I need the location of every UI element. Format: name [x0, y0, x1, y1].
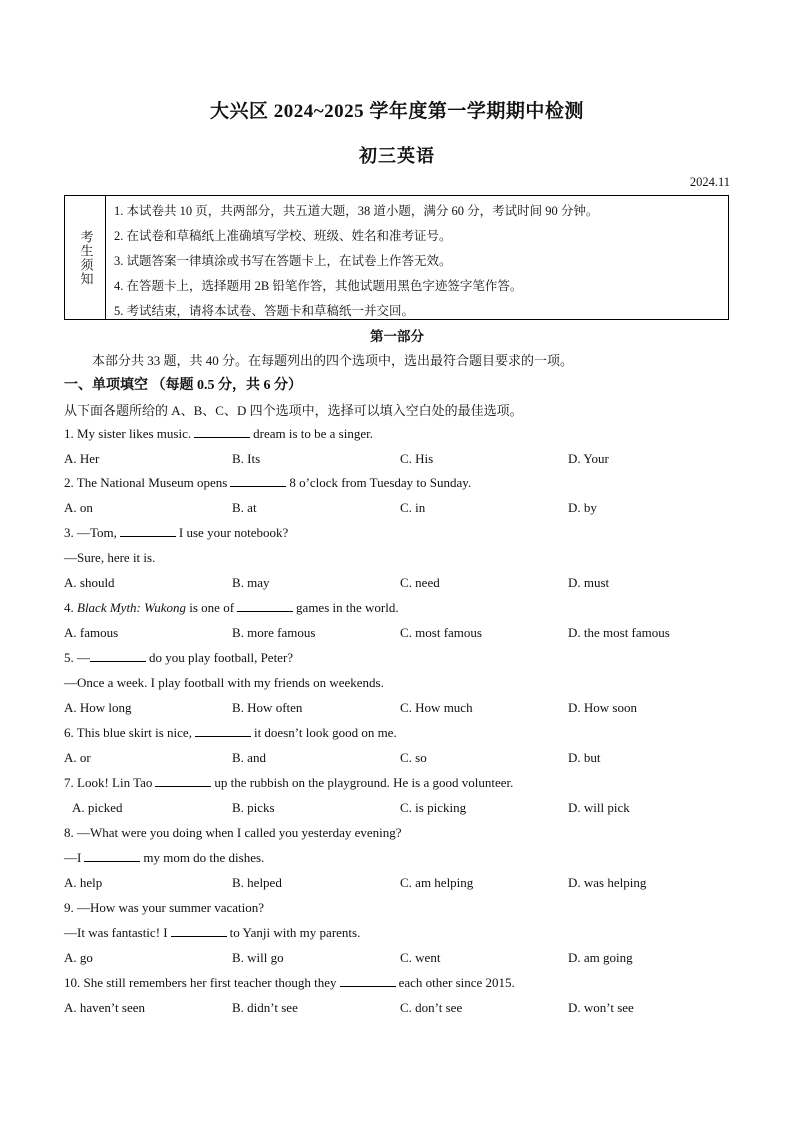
notice-label: 考生须知 [77, 229, 93, 286]
option-c: C. am helping [400, 875, 474, 890]
notice-items [106, 196, 728, 319]
option-c: C. went [400, 950, 441, 965]
option-d: D. by [568, 500, 597, 515]
answer-blank [84, 850, 140, 862]
question-10 [64, 975, 515, 991]
option-a: A. or [64, 750, 91, 765]
question-9-reply [64, 925, 360, 941]
question-3-options [64, 575, 744, 593]
option-d: D. was helping [568, 875, 647, 890]
question-text: 1. My sister likes music. [64, 426, 192, 441]
option-d: D. will pick [568, 800, 630, 815]
option-b: B. will go [232, 950, 284, 965]
question-text: 2. The National Museum opens [64, 475, 228, 490]
option-a: A. How long [64, 700, 132, 715]
question-text: up the rubbish on the playground. He is a good volunteer. [214, 775, 514, 790]
option-b: B. Its [232, 451, 261, 466]
section-instruction: 从下面各题所给的 A、B、C、D 四个选项中，选择可以填入空白处的最佳选项。 [64, 403, 523, 418]
question-text: I use your notebook? [178, 525, 289, 540]
question-number: 4. [64, 600, 74, 615]
question-text: 8 o’clock from Tuesday to Sunday. [289, 475, 472, 490]
question-5 [64, 650, 293, 666]
option-b: B. may [232, 575, 270, 590]
exam-subject: 初三英语 [359, 146, 435, 166]
question-text: 10. She still remembers her first teacher though they [64, 975, 337, 990]
question-text: 6. This blue skirt is nice, [64, 725, 192, 740]
option-b: B. and [232, 750, 266, 765]
game-title: Black Myth: Wukong [77, 600, 187, 615]
answer-blank [237, 600, 293, 612]
question-8: 8. —What were you doing when I called you yesterday evening? [64, 825, 402, 840]
question-10-options [64, 1000, 744, 1018]
notice-item: 3. 试题答案一律填涂或书写在答题卡上，在试卷上作答无效。 [114, 254, 452, 268]
question-text: dream is to be a singer. [253, 426, 373, 441]
option-d: D. am going [568, 950, 633, 965]
question-7 [64, 775, 513, 791]
option-c: C. need [400, 575, 440, 590]
question-9: 9. —How was your summer vacation? [64, 900, 265, 915]
notice-item: 5. 考试结束，请将本试卷、答题卡和草稿纸一并交回。 [114, 304, 415, 318]
exam-notice-box [64, 195, 729, 320]
section-title: 一、单项填空 （每题 0.5 分，共 6 分） [64, 378, 302, 393]
answer-blank [171, 925, 227, 937]
answer-blank [195, 725, 251, 737]
option-c: C. don’t see [400, 1000, 463, 1015]
question-3-reply: —Sure, here it is. [64, 550, 156, 565]
answer-blank [120, 525, 176, 537]
option-a: A. on [64, 500, 93, 515]
question-6-options [64, 750, 744, 768]
option-c: C. How much [400, 700, 473, 715]
question-2 [64, 475, 471, 491]
question-text: 3. —Tom, [64, 525, 117, 540]
answer-blank [194, 426, 250, 438]
option-b: B. didn’t see [232, 1000, 298, 1015]
option-b: B. helped [232, 875, 282, 890]
option-d: D. How soon [568, 700, 637, 715]
notice-item: 1. 本试卷共 10 页，共两部分，共五道大题，38 道小题，满分 60 分，考试时间 90 分钟。 [114, 204, 599, 218]
notice-label-cell [65, 196, 106, 319]
option-b: B. How often [232, 700, 303, 715]
notice-item: 4. 在答题卡上，选择题用 2B 铅笔作答，其他试题用黑色字迹签字笔作答。 [114, 279, 523, 293]
option-c: C. in [400, 500, 426, 515]
question-2-options [64, 500, 744, 518]
option-d: D. the most famous [568, 625, 670, 640]
part-title: 第一部分 [370, 329, 424, 344]
option-d: D. but [568, 750, 601, 765]
question-text: —It was fantastic! I [64, 925, 168, 940]
option-b: B. at [232, 500, 257, 515]
option-a: A. famous [64, 625, 119, 640]
question-text: 7. Look! Lin Tao [64, 775, 153, 790]
question-4 [64, 600, 399, 616]
question-text: my mom do the dishes. [143, 850, 265, 865]
option-b: B. more famous [232, 625, 316, 640]
question-text: do you play football, Peter? [149, 650, 294, 665]
notice-item: 2. 在试卷和草稿纸上准确填写学校、班级、姓名和准考证号。 [114, 229, 452, 243]
option-a: A. go [64, 950, 93, 965]
question-3 [64, 525, 288, 541]
question-text: it doesn’t look good on me. [253, 725, 397, 740]
question-6 [64, 725, 397, 741]
question-8-reply [64, 850, 264, 866]
answer-blank [90, 650, 146, 662]
question-text: games in the world. [296, 600, 399, 615]
question-7-options [64, 800, 744, 818]
question-text: —I [64, 850, 82, 865]
option-d: D. Your [568, 451, 609, 466]
exam-title: 大兴区 2024~2025 学年度第一学期期中检测 [210, 101, 584, 122]
option-c: C. is picking [400, 800, 467, 815]
option-b: B. picks [232, 800, 275, 815]
question-1-options [64, 451, 744, 469]
question-4-options [64, 625, 744, 643]
answer-blank [230, 475, 286, 487]
question-8-options [64, 875, 744, 893]
part-description: 本部分共 33 题，共 40 分。在每题列出的四个选项中，选出最符合题目要求的一项。 [92, 353, 574, 368]
question-text: each other since 2015. [398, 975, 515, 990]
answer-blank [155, 775, 211, 787]
question-text: 5. — [64, 650, 90, 665]
option-a: A. help [64, 875, 103, 890]
option-a: A. Her [64, 451, 100, 466]
option-c: C. so [400, 750, 427, 765]
question-9-options [64, 950, 744, 968]
question-text: is one of [189, 600, 235, 615]
question-5-options [64, 700, 744, 718]
exam-date: 2024.11 [689, 175, 730, 189]
answer-blank [340, 975, 396, 987]
option-a: A. haven’t seen [64, 1000, 145, 1015]
option-d: D. won’t see [568, 1000, 634, 1015]
question-text: to Yanji with my parents. [229, 925, 361, 940]
question-5-reply: —Once a week. I play football with my friends on weekends. [64, 675, 384, 690]
option-c: C. most famous [400, 625, 482, 640]
option-c: C. His [400, 451, 434, 466]
option-a: A. should [64, 575, 115, 590]
option-a: A. picked [72, 800, 123, 815]
option-d: D. must [568, 575, 610, 590]
question-1 [64, 426, 373, 442]
